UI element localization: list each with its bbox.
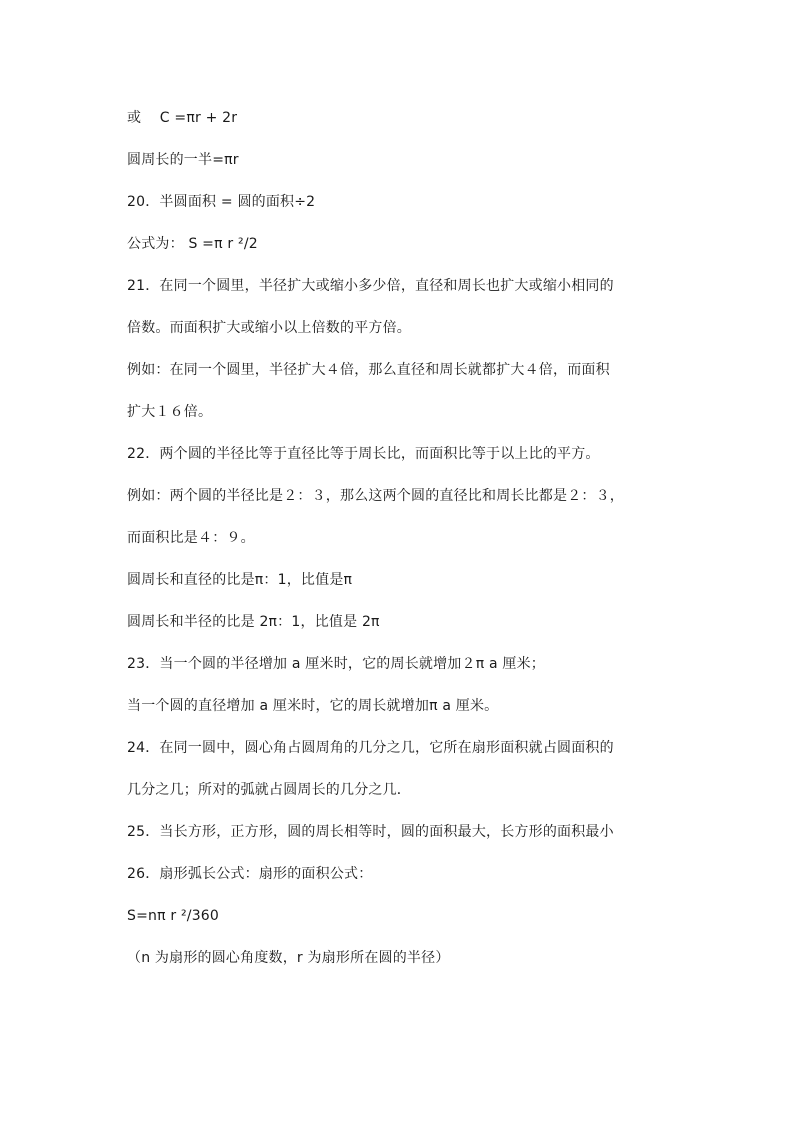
text-line-item-25: 25．当长方形，正方形，圆的周长相等时，圆的面积最大，长方形的面积最小 — [127, 824, 614, 840]
text-line-formula-circumference-semicircle: 或 C =πr + 2r — [127, 110, 238, 126]
text-line-item-21-cont: 倍数。而面积扩大或缩小以上倍数的平方倍。 — [127, 320, 411, 336]
text-line-example-2-cont: 而面积比是４：９。 — [127, 530, 255, 546]
text-line-formula-note: （n 为扇形的圆心角度数，r 为扇形所在圆的半径） — [127, 950, 450, 966]
text-line-item-22: 22．两个圆的半径比等于直径比等于周长比，而面积比等于以上比的平方。 — [127, 446, 600, 462]
text-line-item-24-cont: 几分之几；所对的弧就占圆周长的几分之几． — [127, 782, 411, 798]
text-line-sector-area-formula: S=nπ r ²/360 — [127, 908, 220, 924]
text-line-item-24: 24．在同一圆中，圆心角占圆周角的几分之几，它所在扇形面积就占圆面积的 — [127, 740, 614, 756]
text-line-item-20: 20．半圆面积 = 圆的面积÷2 — [127, 194, 316, 210]
text-line-example-2: 例如：两个圆的半径比是２：３，那么这两个圆的直径比和周长比都是２：３， — [127, 488, 624, 504]
text-line-diameter-ratio: 圆周长和直径的比是π：1，比值是π — [127, 572, 353, 588]
text-line-semicircle-area-formula: 公式为： S =π r ²/2 — [127, 236, 258, 252]
text-line-item-21: 21．在同一个圆里，半径扩大或缩小多少倍，直径和周长也扩大或缩小相同的 — [127, 278, 614, 294]
text-line-item-26: 26．扇形弧长公式：扇形的面积公式： — [127, 866, 373, 882]
text-line-radius-ratio: 圆周长和半径的比是 2π：1，比值是 2π — [127, 614, 380, 630]
text-line-item-23-cont: 当一个圆的直径增加 a 厘米时，它的周长就增加π a 厘米。 — [127, 698, 499, 714]
text-line-example-1-cont: 扩大１６倍。 — [127, 404, 213, 420]
text-line-half-circumference: 圆周长的一半=πr — [127, 152, 239, 168]
text-line-example-1: 例如：在同一个圆里，半径扩大４倍，那么直径和周长就都扩大４倍，而面积 — [127, 362, 610, 378]
text-line-item-23: 23．当一个圆的半径增加 a 厘米时，它的周长就增加２π a 厘米； — [127, 656, 546, 672]
